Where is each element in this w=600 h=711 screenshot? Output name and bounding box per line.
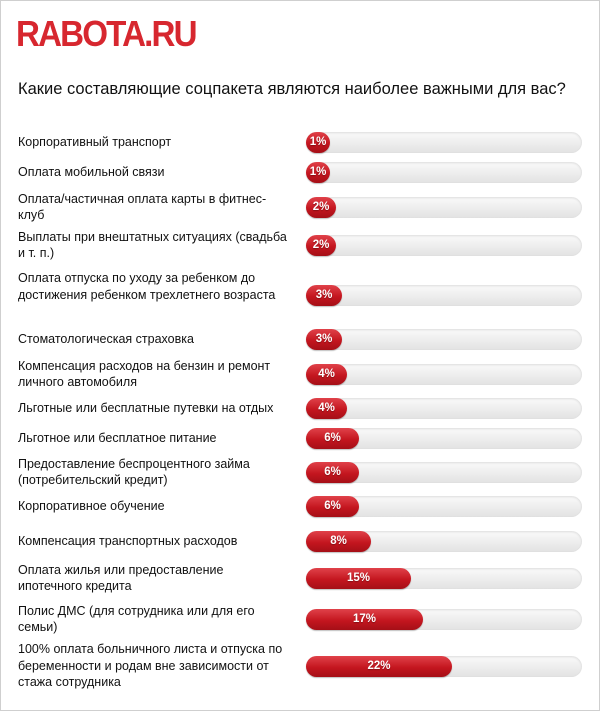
bar-track	[306, 197, 582, 218]
category-label: Оплата мобильной связи	[18, 164, 165, 179]
brand-logo: RABOTA.RU	[16, 13, 196, 54]
bar-track	[306, 531, 582, 552]
bar	[306, 197, 336, 218]
category-label: Стоматологическая страховка	[18, 331, 194, 346]
data-label: 17%	[352, 613, 377, 625]
bar-track	[306, 235, 582, 256]
bar	[306, 656, 452, 677]
bar-track	[306, 329, 582, 350]
category-label: Корпоративный транспорт	[18, 134, 172, 149]
data-label: 3%	[315, 289, 333, 301]
data-label: 6%	[324, 466, 341, 478]
category-label: Полис ДМС (для сотрудника или для его семьи)	[18, 603, 255, 634]
data-label: 22%	[367, 660, 391, 672]
data-label: 6%	[324, 500, 341, 512]
category-label: Компенсация расходов на бензин и ремонт личного автомобиля	[18, 358, 271, 389]
bar-track	[306, 656, 582, 677]
bar-track	[306, 162, 582, 183]
bar	[306, 285, 342, 306]
category-label: Выплаты при внештатных ситуациях (свадьба и т. п.)	[18, 229, 287, 260]
bar	[306, 609, 423, 630]
bar-track	[306, 462, 582, 483]
category-label: Компенсация транспортных расходов	[18, 533, 238, 548]
bar	[306, 364, 347, 385]
category-label: Корпоративное обучение	[18, 498, 165, 513]
category-label: Льготное или бесплатное питание	[18, 430, 217, 445]
category-label: 100% оплата больничного листа и отпуска по беременности и родам вне зависимости от стажа сотрудника	[18, 642, 283, 690]
bar	[306, 162, 330, 183]
data-label: 1%	[309, 166, 327, 178]
data-label: 4%	[318, 402, 335, 414]
data-label: 15%	[346, 572, 371, 584]
bar-track	[306, 609, 582, 630]
bar-track	[306, 285, 582, 306]
bar	[306, 568, 411, 589]
data-label: 6%	[324, 432, 341, 444]
data-label: 8%	[330, 535, 347, 547]
chart-title: Какие составляющие соцпакета являются наиболее важными для вас?	[18, 80, 566, 98]
bar	[306, 496, 359, 517]
bar-track	[306, 496, 582, 517]
category-label: Оплата/частичная оплата карты в фитнес-клуб	[18, 191, 267, 222]
bar-track	[306, 132, 582, 153]
bar	[306, 428, 359, 449]
bar-track	[306, 398, 582, 419]
bar-track	[306, 568, 582, 589]
category-label: Оплата жилья или предоставление ипотечного кредита	[18, 562, 224, 593]
category-label: Предоставление беспроцентного займа (потребительский кредит)	[18, 456, 250, 487]
category-label: Оплата отпуска по уходу за ребенком до достижения ребенком трехлетнего возраста	[18, 271, 276, 302]
bar-track	[306, 428, 582, 449]
bar	[306, 329, 342, 350]
bar	[306, 462, 359, 483]
category-label: Льготные или бесплатные путевки на отдых	[18, 400, 274, 415]
bar-track	[306, 364, 582, 385]
data-label: 4%	[318, 368, 335, 380]
bar	[306, 132, 330, 153]
data-label: 1%	[309, 136, 327, 148]
data-label: 3%	[315, 333, 333, 345]
data-label: 2%	[312, 239, 330, 251]
data-label: 2%	[312, 201, 330, 213]
bar	[306, 398, 347, 419]
bar	[306, 235, 336, 256]
bar	[306, 531, 371, 552]
